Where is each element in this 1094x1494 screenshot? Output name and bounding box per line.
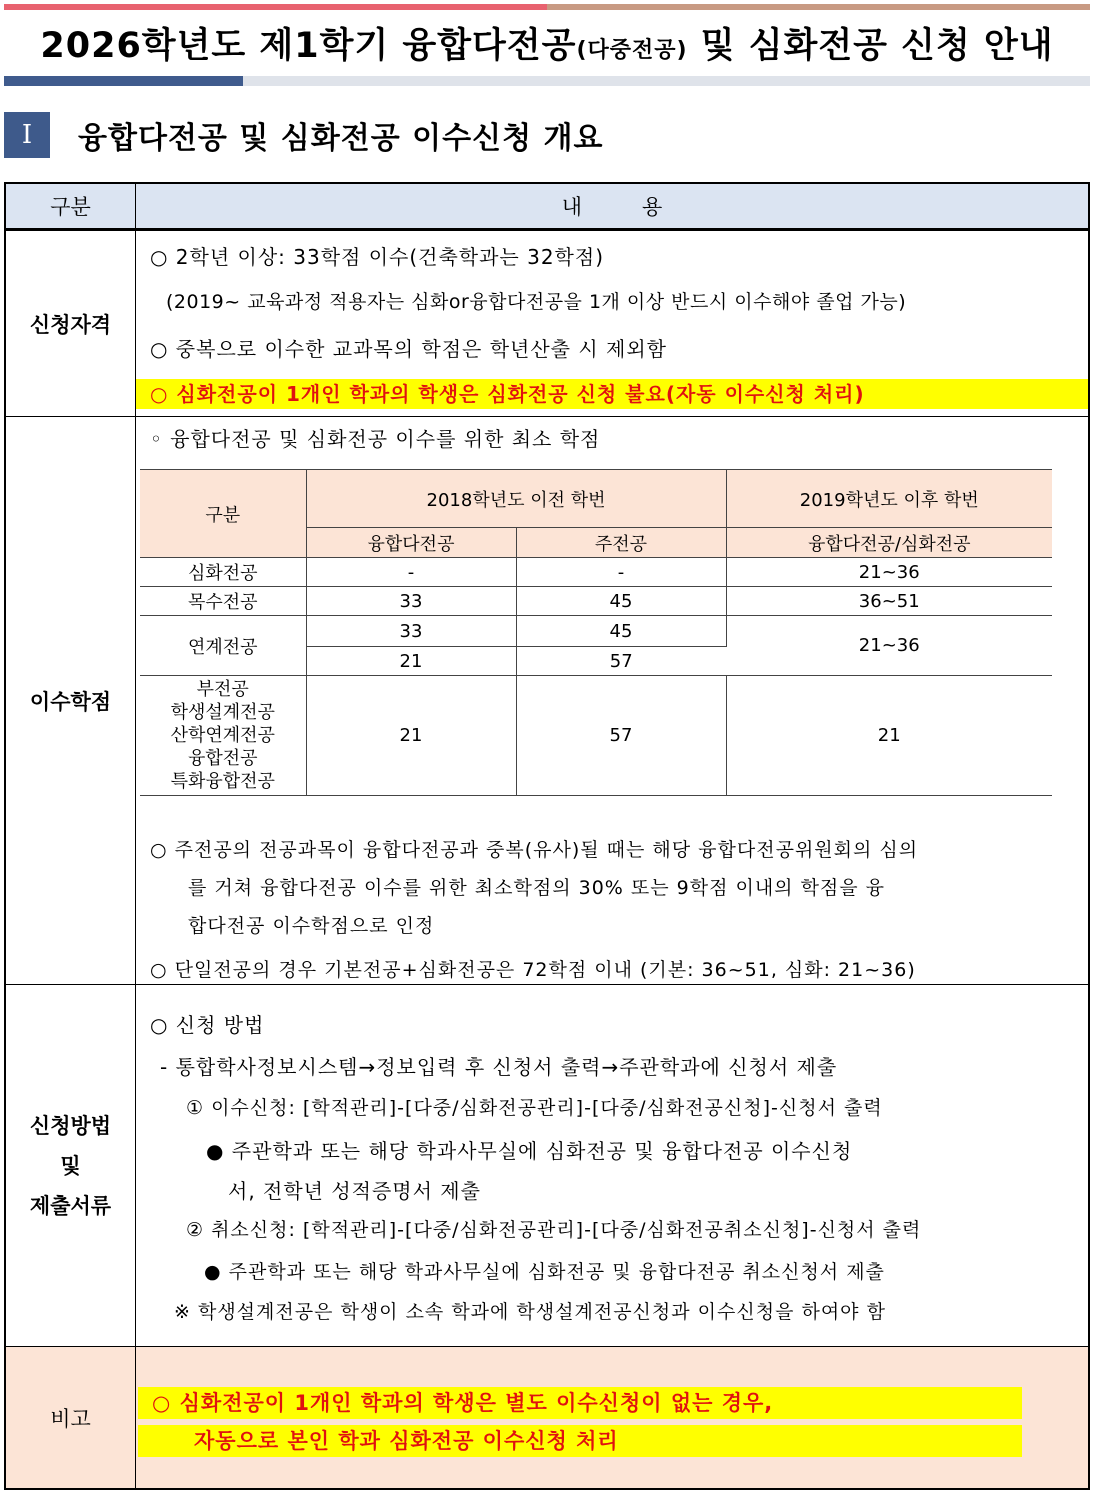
- table-row: 심화전공 - - 21~36: [140, 558, 1052, 587]
- table-row: 연계전공 33 45 21~36: [140, 616, 1052, 647]
- row-eligibility: 신청자격 ○ 2학년 이상: 33학점 이수(건축학과는 32학점) (2019~ 교육과정 적용자는 심화or융합다전공을 1개 이상 반드시 이수해야 졸업 가능) ○ 중복으로 이수한 교과목의 학점은 학년산출 시 제외함 ○ 심화전공이 1개인 학과의 학생은 심화전공 신청 불요(자동 이수신청 처리): [6, 230, 1088, 416]
- row-credits: 이수학점 ◦ 융합다전공 및 심화전공 이수를 위한 최소 학점 구분 2018학년도 이전 학번 2019학년도 이후 학번 융합다전공 주전공 융합다전공/심화전공 심화전공 - - 21~36 목수전공 33 45 36~51 연계전공 33 45 21~36 21 57 부전공 학생설계전공 산학연계전공 융합전공 특화융합전공 21 57 21 ○ 주전공의 전공과목이 융합다전공과 중복(유사)될 때는 해당 융합다전공위원회의 심의 를 거쳐 융합다전공 이수를 위한 최소학점의 30% 또는 9학점 이내의 학점을 융 합다전공 이수학점으로 인정 ○ 단일전공의 경우 기본전공+심화전공은 72학점 이내 (기본: 36~51, 심화: 21~36): [6, 416, 1088, 984]
- label-credits: 이수학점: [6, 417, 136, 984]
- highlight-notice: ○ 심화전공이 1개인 학과의 학생은 심화전공 신청 불요(자동 이수신청 처리): [136, 379, 1088, 409]
- page-title: 2026학년도 제1학기 융합다전공(다중전공) 및 심화전공 신청 안내: [40, 26, 1054, 66]
- bottom-accent-line: [4, 76, 1090, 86]
- section-heading: [4, 112, 603, 158]
- header-gubun: 구분: [6, 184, 136, 228]
- section-number: I: [4, 112, 50, 158]
- remarks-highlight-2: 자동으로 본인 학과 심화전공 이수신청 처리: [138, 1425, 1022, 1457]
- label-eligibility: 신청자격: [6, 231, 136, 416]
- table-row: 21 57: [140, 647, 1052, 676]
- row-remarks: [6, 1346, 1088, 1488]
- label-remarks: 비고: [6, 1347, 136, 1488]
- row-application: 신청방법 및 제출서류 ○ 신청 방법 - 통합학사정보시스템→정보입력 후 신청서 출력→주관학과에 신청서 제출 ① 이수신청: [학적관리]-[다중/심화전공관리]-[다중/심화전공신청]-신청서 출력 ● 주관학과 또는 해당 학과사무실에 심화전공 및 융합다전공 이수신청 서, 전학년 성적증명서 제출 ② 취소신청: [학적관리]-[다중/심화전공관리]-[다중/심화전공취소신청]-신청서 출력 ● 주관학과 또는 해당 학과사무실에 심화전공 및 융합다전공 취소신청서 제출 ※ 학생설계전공은 학생이 소속 학과에 학생설계전공신청과 이수신청을 하여야 함: [6, 984, 1088, 1346]
- header-content: 내용: [136, 184, 1088, 228]
- table-header-row: [6, 184, 1088, 230]
- table-row: 목수전공 33 45 36~51: [140, 587, 1052, 616]
- table-row: 부전공 학생설계전공 산학연계전공 융합전공 특화융합전공 21 57 21: [140, 676, 1052, 796]
- section-title: 융합다전공 및 심화전공 이수신청 개요: [78, 121, 604, 156]
- remarks-highlight-1: ○ 심화전공이 1개인 학과의 학생은 별도 이수신청이 없는 경우,: [138, 1387, 1022, 1419]
- label-application: 신청방법 및 제출서류: [6, 985, 136, 1346]
- credits-subtable: 구분 2018학년도 이전 학번 2019학년도 이후 학번 융합다전공 주전공 융합다전공/심화전공 심화전공 - - 21~36 목수전공 33 45 36~51 연계전공 33 45 21~36 21 57 부전공 학생설계전공 산학연계전공 융합전공 특화융합전공 21 57 21: [140, 469, 1052, 796]
- overview-table: [4, 182, 1090, 1490]
- title-banner: [4, 4, 1090, 86]
